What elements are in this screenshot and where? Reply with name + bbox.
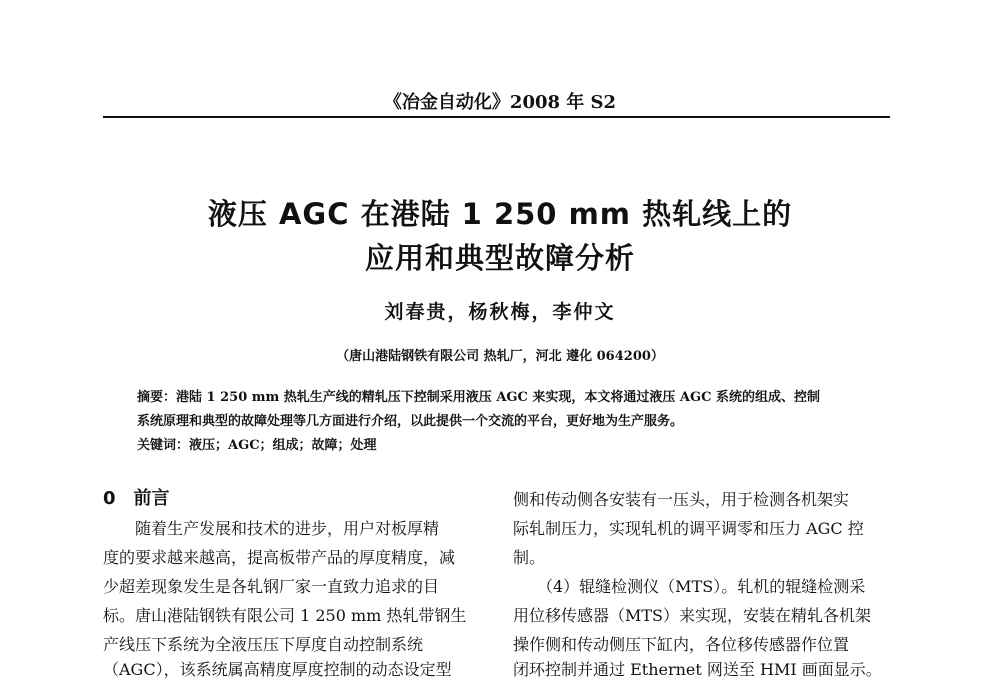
affiliation: （唐山港陆钢铁有限公司 热轧厂，河北 遵化 064200） [336,349,664,364]
body-line: 产线压下系统为全液压压下厚度自动控制系统 [103,635,424,654]
body-line: 侧和传动侧各安装有一压头，用于检测各机架实 [513,490,850,509]
paper-title-line-2: 应用和典型故障分析 [364,241,635,275]
body-line: 用位移传感器（MTS）来实现，安装在精轧各机架 [513,606,872,625]
body-line: 随着生产发展和技术的进步，用户对板厚精 [103,519,440,538]
paper-title-line-1: 液压 AGC 在港陆 1 250 mm 热轧线上的 [207,197,793,231]
abstract-line-1: 摘要：港陆 1 250 mm 热轧生产线的精轧压下控制采用液压 AGC 来实现，本文将通过液压 AGC 系统的组成、控制 [137,390,820,405]
abstract-line-2: 系统原理和典型的故障处理等几方面进行介绍，以此提供一个交流的平台，更好地为生产服务。 [137,414,684,429]
body-line: 标。唐山港陆钢铁有限公司 1 250 mm 热轧带钢生 [103,606,467,625]
body-line: （4）辊缝检测仪（MTS）。轧机的辊缝检测采 [513,577,866,596]
header-rule [103,116,890,118]
body-line: 度的要求越来越高，提高板带产品的厚度精度，减 [103,548,456,567]
body-line: 际轧制压力，实现轧机的调平调零和压力 AGC 控 [513,519,864,538]
journal-header: 《冶金自动化》2008 年 S2 [383,92,617,113]
section-number: 0 [103,488,116,509]
body-line: 少超差现象发生是各轧钢厂家一直致力追求的目 [103,577,440,596]
body-line: 闭环控制并通过 Ethernet 网送至 HMI 画面显示。 [513,660,882,679]
section-title: 前言 [133,488,170,509]
authors: 刘春贵，杨秋梅，李仲文 [384,301,616,323]
body-line: 操作侧和传动侧压下缸内，各位移传感器作位置 [513,635,850,654]
keywords: 关键词：液压；AGC；组成；故障；处理 [137,438,377,453]
section-heading [103,484,170,510]
body-line: 制。 [513,548,546,567]
body-line: （AGC），该系统属高精度厚度控制的动态设定型 [103,660,452,679]
